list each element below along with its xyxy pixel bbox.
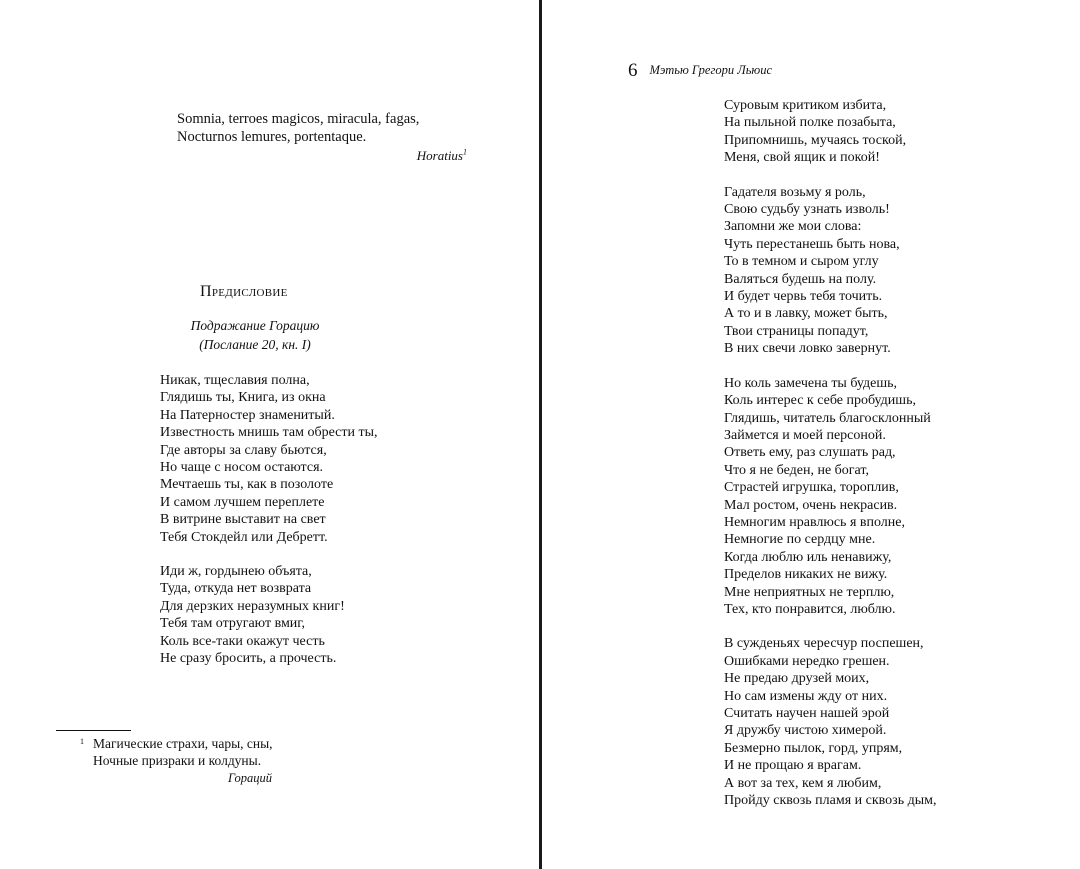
verse-line: И будет червь тебя точить. (724, 289, 883, 305)
footnote-number: 1 (80, 737, 84, 746)
epigraph-attribution (177, 147, 467, 165)
verse-line: Глядишь, читатель благосклонный (724, 410, 931, 426)
verse-line: Тех, кто понравится, люблю. (724, 601, 896, 617)
footnote-attribution: Гораций (228, 771, 272, 785)
right-page (542, 0, 1080, 869)
poem-left (160, 372, 378, 668)
verse-line: Коль интерес к себе пробудишь, (724, 393, 916, 409)
epigraph (177, 110, 467, 165)
epigraph-line: Nocturnos lemures, portentaque. (177, 129, 367, 145)
verse-line: Тебя Стокдейл или Дебретт. (160, 529, 328, 545)
verse-line: Иди ж, гордынею объята, (160, 564, 312, 580)
footnote-line: Магические страхи, чары, сны, (93, 736, 273, 751)
poem-right (724, 97, 937, 809)
verse-line: Страстей игрушка, тороплив, (724, 480, 899, 496)
verse-line: Тебя там отругают вмиг, (160, 616, 305, 632)
verse-line: Запомни же мои слова: (724, 219, 862, 235)
section-title: Предисловие (200, 283, 288, 300)
verse-line: Ошибками нередко грешен. (724, 653, 890, 669)
verse-line: Гадателя возьму я роль, (724, 184, 866, 200)
verse-line: Суровым критиком избита, (724, 98, 887, 113)
verse-line: На пыльной полке позабыта, (724, 115, 896, 131)
verse-line: На Патерностер знаменитый. (160, 407, 335, 423)
stanza (724, 635, 937, 809)
verse-line: И не прощаю я врагам. (724, 758, 862, 774)
verse-line: В витрине выставит на свет (160, 512, 326, 528)
verse-line: Немногие по сердцу мне. (724, 532, 876, 548)
verse-line: Меня, свой ящик и покой! (724, 150, 880, 166)
verse-line: Мне неприятных не терплю, (724, 584, 895, 600)
verse-line: То в темном и сыром углу (724, 254, 879, 270)
verse-line: А вот за тех, кем я любим, (724, 775, 882, 791)
verse-line: Не сразу бросить, а прочесть. (160, 651, 337, 667)
verse-line: Когда люблю иль ненавижу, (724, 549, 892, 565)
verse-line: Коль все-таки окажут честь (160, 633, 325, 649)
subtitle (150, 316, 360, 354)
verse-line: Валяться будешь на полу. (724, 271, 877, 287)
verse-line: В них свечи ловко завернут. (724, 341, 891, 357)
verse-line: Не предаю друзей моих, (724, 671, 870, 687)
header-author: Мэтью Грегори Льюис (649, 63, 772, 77)
verse-line: Свою судьбу узнать изволь! (724, 202, 890, 218)
verse-line: Глядишь ты, Книга, из окна (160, 390, 326, 406)
running-header (628, 60, 772, 82)
verse-line: Пределов никаких не вижу. (724, 567, 888, 583)
verse-line: И самом лучшем переплете (160, 494, 325, 510)
stanza (724, 375, 937, 619)
verse-line: Известность мнишь там обрести ты, (160, 425, 378, 441)
verse-line: Но коль замечена ты будешь, (724, 375, 898, 391)
footnote-marker[interactable]: 1 (463, 147, 467, 157)
stanza (160, 372, 378, 546)
verse-line: Безмерно пылок, горд, упрям, (724, 740, 903, 756)
epigraph-attribution-text: Horatius (416, 148, 463, 163)
verse-line: Немногим нравлюсь я вполне, (724, 514, 905, 530)
verse-line: Что я не беден, не богат, (724, 462, 869, 478)
footnote-divider (56, 730, 131, 731)
verse-line: Я дружбу чистою химерой. (724, 723, 887, 739)
footnote (80, 735, 273, 787)
verse-line: Займется и моей персоной. (724, 427, 886, 443)
stanza (724, 184, 937, 358)
verse-line: А то и в лавку, может быть, (724, 306, 888, 322)
verse-line: Туда, откуда нет возврата (160, 581, 312, 597)
left-page (0, 0, 539, 869)
verse-line: Никак, тщеславия полна, (160, 373, 310, 388)
verse-line: Твои страницы попадут, (724, 323, 869, 339)
verse-line: Мечтаешь ты, как в позолоте (160, 477, 334, 493)
verse-line: Для дерзких неразумных книг! (160, 598, 345, 614)
verse-line: Но сам измены жду от них. (724, 688, 888, 704)
footnote-line: Ночные призраки и колдуны. (93, 753, 262, 768)
verse-line: Где авторы за славу бьются, (160, 442, 327, 458)
subtitle-line: (Послание 20, кн. I) (199, 337, 311, 352)
verse-line: Но чаще с носом остаются. (160, 460, 324, 476)
stanza (724, 97, 937, 167)
verse-line: Чуть перестанешь быть нова, (724, 236, 900, 252)
stanza (160, 563, 378, 667)
verse-line: В сужденьях чересчур поспешен, (724, 636, 924, 652)
verse-line: Ответь ему, раз слушать рад, (724, 445, 896, 461)
verse-line: Припомнишь, мучаясь тоской, (724, 132, 907, 148)
subtitle-line: Подражание Горацию (190, 318, 320, 333)
verse-line: Пройду сквозь пламя и сквозь дым, (724, 793, 937, 809)
verse-line: Считать научен нашей эрой (724, 706, 890, 721)
verse-line: Мал ростом, очень некрасив. (724, 497, 898, 513)
epigraph-line: Somnia, terroes magicos, miracula, fagas, (177, 111, 420, 127)
page-number: 6 (628, 60, 638, 81)
